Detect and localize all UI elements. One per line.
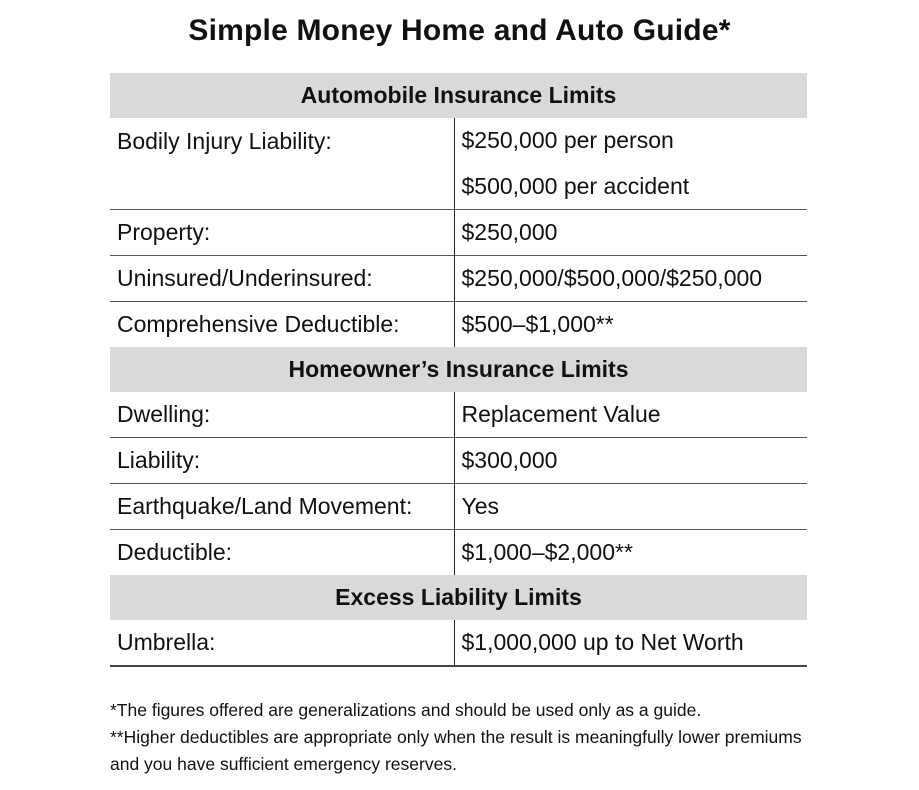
table-row [110,392,807,438]
row-label: Deductible: [110,530,454,576]
row-label: Comprehensive Deductible: [110,302,454,348]
row-value: $250,000 per person [454,118,807,163]
row-label: Liability: [110,438,454,484]
footnotes [110,697,810,778]
section-heading: Automobile Insurance Limits [110,73,807,118]
row-value: Replacement Value [454,392,807,438]
table-row [110,210,807,256]
row-value: $500,000 per accident [454,163,807,210]
table-row [110,530,807,576]
row-value: Yes [454,484,807,530]
row-label: Property: [110,210,454,256]
section-header-homeowners [110,347,807,392]
row-label: Uninsured/Underinsured: [110,256,454,302]
footnote: *The figures offered are generalizations and should be used only as a guide. [110,700,702,720]
table-row [110,118,807,163]
table-row [110,484,807,530]
row-value: $1,000–$2,000** [454,530,807,576]
page-title: Simple Money Home and Auto Guide* [188,14,731,47]
section-header-excess-liability [110,575,807,620]
row-value: $250,000/$500,000/$250,000 [454,256,807,302]
row-label: Bodily Injury Liability: [117,128,332,154]
section-header-automobile [110,73,807,118]
footnote: **Higher deductibles are appropriate only when the result is meaningfully lower premiums and you have sufficient emergency reserves. [110,727,802,774]
section-heading: Excess Liability Limits [110,575,807,620]
row-value: $250,000 [454,210,807,256]
section-heading: Homeowner’s Insurance Limits [110,347,807,392]
table-row [110,620,807,666]
table-row [110,256,807,302]
table-row [110,302,807,348]
row-label: Earthquake/Land Movement: [110,484,454,530]
row-label: Umbrella: [110,620,454,666]
row-value: $300,000 [454,438,807,484]
row-value: $500–$1,000** [454,302,807,348]
table-row [110,438,807,484]
insurance-limits-table [110,73,807,667]
row-label: Dwelling: [117,401,211,427]
row-value: $1,000,000 up to Net Worth [454,620,807,666]
